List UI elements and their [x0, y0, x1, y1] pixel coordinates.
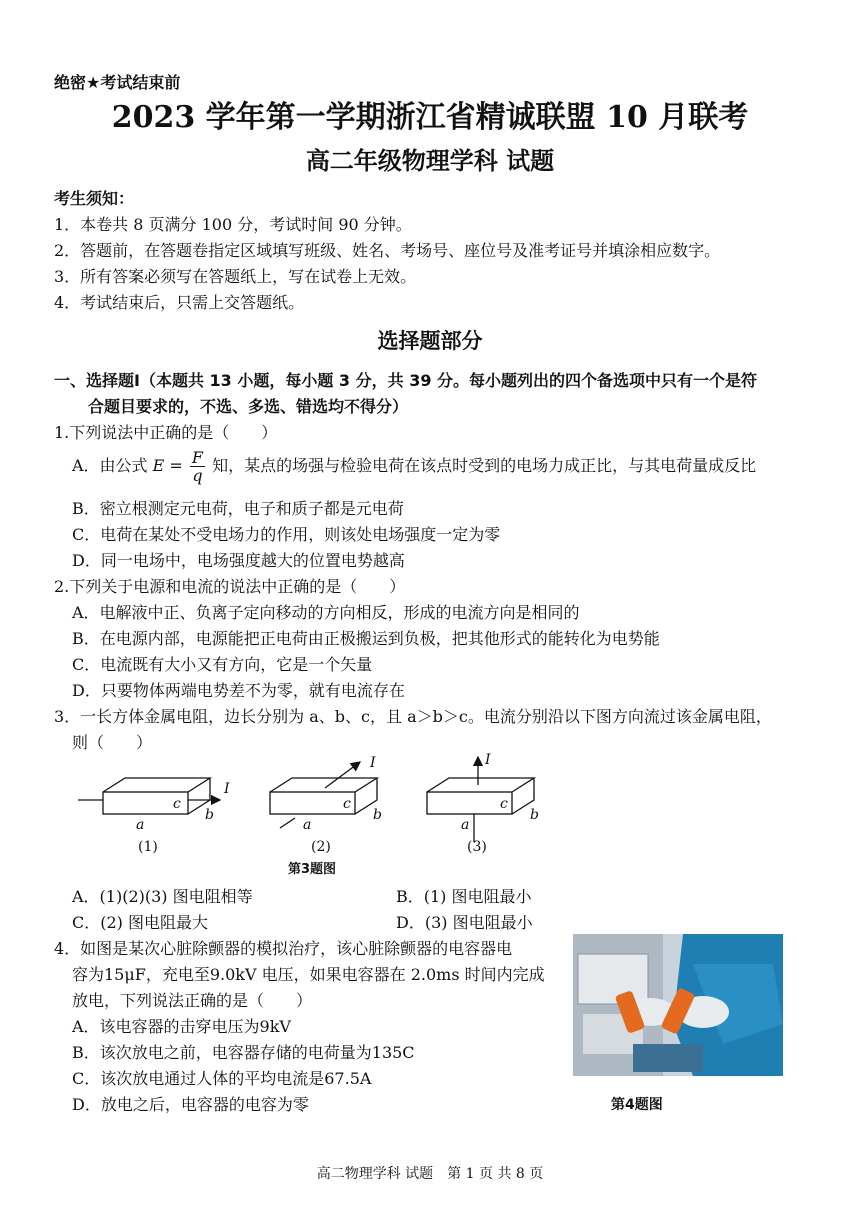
- box-1-icon: [78, 778, 220, 814]
- q3-box2-label-i: I: [370, 755, 376, 771]
- q3-option-a: A．(1)(2)(3) 图电阻相等: [72, 887, 253, 906]
- q1-option-b: B．密立根测定元电荷，电子和质子都是元电荷: [72, 499, 404, 518]
- q3-box2-label-b: b: [373, 807, 382, 823]
- q2-stem: 2.下列关于电源和电流的说法中正确的是（ ）: [54, 577, 406, 596]
- q3-box3-label-b: b: [530, 807, 539, 823]
- secrecy-label: 绝密★考试结束前: [54, 73, 181, 92]
- q3-box1-label-i: I: [224, 781, 230, 797]
- q1-a-prefix: A．由公式: [72, 456, 148, 475]
- q3-box2-label-a: a: [303, 817, 312, 833]
- q1-formula-lhs: E =: [152, 456, 183, 475]
- q4-stem-line1: 4．如图是某次心脏除颤器的模拟治疗，该心脏除颤器的电容器电: [54, 939, 513, 958]
- q4-option-a: A．该电容器的击穿电压为9kV: [72, 1017, 291, 1036]
- q3-box1-label-c: c: [173, 796, 181, 812]
- q3-figure-caption: 第3题图: [288, 862, 337, 877]
- q3-box1-label-b: b: [205, 807, 214, 823]
- q1-a-suffix: 知，某点的场强与检验电荷在该点时受到的电场力成正比，与其电荷量成反比: [212, 456, 757, 475]
- q3-stem-line2: 则（ ）: [72, 733, 153, 752]
- q3-box3-label-c: c: [500, 796, 508, 812]
- notice-item: 2．答题前，在答题卷指定区域填写班级、姓名、考场号、座位号及准考证号并填涂相应数字。: [54, 241, 721, 260]
- page-footer: 高二物理学科 试题 第 1 页 共 8 页: [316, 1166, 544, 1182]
- q1-formula-numerator: F: [191, 448, 204, 467]
- q3-stem-line1: 3．一长方体金属电阻，边长分别为 a、b、c，且 a＞b＞c。电流分别沿以下图方向流过该金属电阻，: [54, 707, 772, 726]
- exam-subtitle: 高二年级物理学科 试题: [305, 147, 555, 175]
- notice-item: 4．考试结束后，只需上交答题纸。: [54, 293, 305, 312]
- q2-option-a: A．电解液中正、负离子定向移动的方向相反，形成的电流方向是相同的: [72, 603, 580, 622]
- q1-option-d: D．同一电场中，电场强度越大的位置电势越高: [72, 551, 405, 570]
- q4-option-c: C．该次放电通过人体的平均电流是67.5A: [72, 1069, 372, 1088]
- q4-figure-caption: 第4题图: [611, 1097, 663, 1113]
- q1-formula-denominator: q: [192, 466, 203, 485]
- defibrillator-photo: [573, 934, 783, 1076]
- section-title: 选择题部分: [377, 329, 483, 353]
- q4-option-d: D．放电之后，电容器的电容为零: [72, 1095, 309, 1114]
- notice-heading: 考生须知：: [54, 189, 135, 208]
- q3-fig-label-3: (3): [467, 839, 487, 855]
- q1-stem: 1.下列说法中正确的是（ ）: [54, 423, 278, 442]
- q1-formula-fraction: [190, 449, 205, 484]
- q3-fig-label-1: (1): [138, 839, 158, 855]
- q3-option-c: C．(2) 图电阻最大: [72, 913, 208, 932]
- q3-box3-label-i: I: [485, 752, 491, 768]
- q4-stem-line2: 容为15μF，充电至9.0kV 电压，如果电容器在 2.0ms 时间内完成: [72, 965, 545, 984]
- q1-option-a: [72, 449, 756, 484]
- q3-box1-label-a: a: [136, 817, 145, 833]
- q3-fig-label-2: (2): [311, 839, 331, 855]
- box-3-icon: [427, 757, 534, 842]
- q2-option-c: C．电流既有大小又有方向，它是一个矢量: [72, 655, 373, 674]
- q3-box3-label-a: a: [461, 817, 470, 833]
- part-heading-line1: 一、选择题Ⅰ（本题共 13 小题，每小题 3 分，共 39 分。每小题列出的四个备选项中只有一个是符: [54, 371, 758, 390]
- notice-item: 1．本卷共 8 页满分 100 分，考试时间 90 分钟。: [54, 215, 412, 234]
- q3-option-d: D．(3) 图电阻最小: [396, 913, 533, 932]
- q4-stem-line3: 放电，下列说法正确的是（ ）: [72, 991, 313, 1010]
- q2-option-b: B．在电源内部，电源能把正电荷由正极搬运到负极，把其他形式的能转化为电势能: [72, 629, 660, 648]
- q3-option-b: B．(1) 图电阻最小: [396, 887, 532, 906]
- box-2-icon: [270, 762, 377, 828]
- q2-option-d: D．只要物体两端电势差不为零，就有电流存在: [72, 681, 405, 700]
- notice-item: 3．所有答案必须写在答题纸上，写在试卷上无效。: [54, 267, 417, 286]
- q1-option-c: C．电荷在某处不受电场力的作用，则该处电场强度一定为零: [72, 525, 501, 544]
- q4-option-b: B．该次放电之前，电容器存储的电荷量为135C: [72, 1043, 415, 1062]
- part-heading-line2: 合题目要求的，不选、多选、错选均不得分）: [88, 397, 409, 416]
- q3-box2-label-c: c: [343, 796, 351, 812]
- exam-title: 2023 学年第一学期浙江省精诚联盟 10 月联考: [111, 100, 749, 135]
